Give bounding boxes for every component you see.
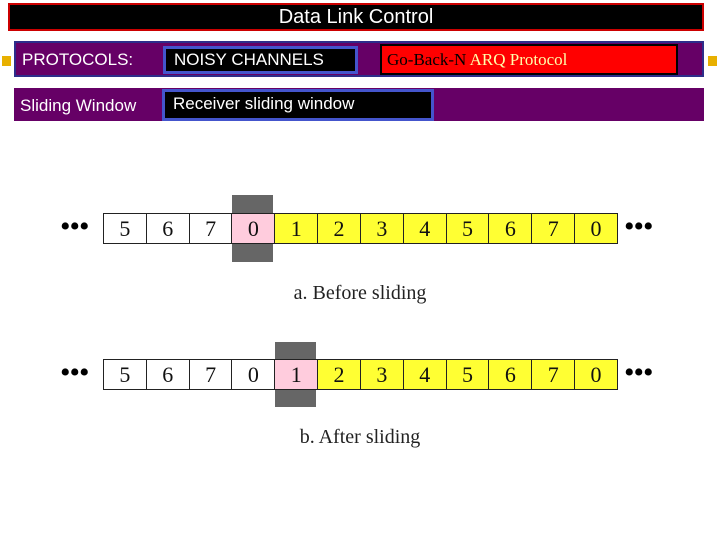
ellipsis-left-before: ••• bbox=[60, 210, 89, 243]
frame-cell: 2 bbox=[317, 360, 360, 389]
frame-cell: 5 bbox=[104, 360, 146, 389]
frame-cell: 6 bbox=[488, 214, 531, 243]
frame-cell: 6 bbox=[488, 360, 531, 389]
receiver-window-box: Receiver sliding window bbox=[162, 89, 434, 121]
frame-cell: 5 bbox=[446, 214, 489, 243]
protocols-label: PROTOCOLS: bbox=[22, 50, 134, 69]
frame-cell: 0 bbox=[574, 214, 617, 243]
frame-cell: 0 bbox=[231, 360, 274, 389]
ellipsis-right-after: ••• bbox=[624, 356, 653, 389]
frame-cell: 3 bbox=[360, 214, 403, 243]
noisy-channels-box: NOISY CHANNELS bbox=[163, 46, 358, 74]
frame-cell: 0 bbox=[574, 360, 617, 389]
frame-cell: 5 bbox=[104, 214, 146, 243]
ellipsis-left-after: ••• bbox=[60, 356, 89, 389]
frame-cell: 4 bbox=[403, 360, 446, 389]
frame-cell-expected: 0 bbox=[231, 214, 274, 243]
frame-cell-expected: 1 bbox=[274, 360, 317, 389]
frame-cell: 4 bbox=[403, 214, 446, 243]
caption-after-sliding: b. After sliding bbox=[299, 426, 421, 448]
frame-cell: 6 bbox=[146, 214, 189, 243]
frame-sequence-after bbox=[103, 359, 618, 390]
frame-cell: 1 bbox=[274, 214, 317, 243]
protocol-name-prefix: Go-Back-N bbox=[387, 50, 467, 69]
ellipsis-right-before: ••• bbox=[624, 210, 653, 243]
sliding-window-label: Sliding Window bbox=[20, 96, 137, 115]
bullet-left-icon bbox=[2, 56, 11, 66]
frame-cell: 7 bbox=[189, 214, 232, 243]
frame-cell: 2 bbox=[317, 214, 360, 243]
frame-cell: 6 bbox=[146, 360, 189, 389]
frame-cell: 5 bbox=[446, 360, 489, 389]
slide-title: Data Link Control bbox=[8, 3, 704, 31]
frame-cell: 7 bbox=[531, 360, 574, 389]
bullet-right-icon bbox=[708, 56, 717, 66]
frame-cell: 7 bbox=[189, 360, 232, 389]
caption-before-sliding: a. Before sliding bbox=[293, 282, 427, 304]
frame-cell: 3 bbox=[360, 360, 403, 389]
frame-sequence-before bbox=[103, 213, 618, 244]
go-back-n-box bbox=[380, 44, 678, 75]
protocol-name-suffix: ARQ Protocol bbox=[466, 50, 568, 69]
frame-cell: 7 bbox=[531, 214, 574, 243]
